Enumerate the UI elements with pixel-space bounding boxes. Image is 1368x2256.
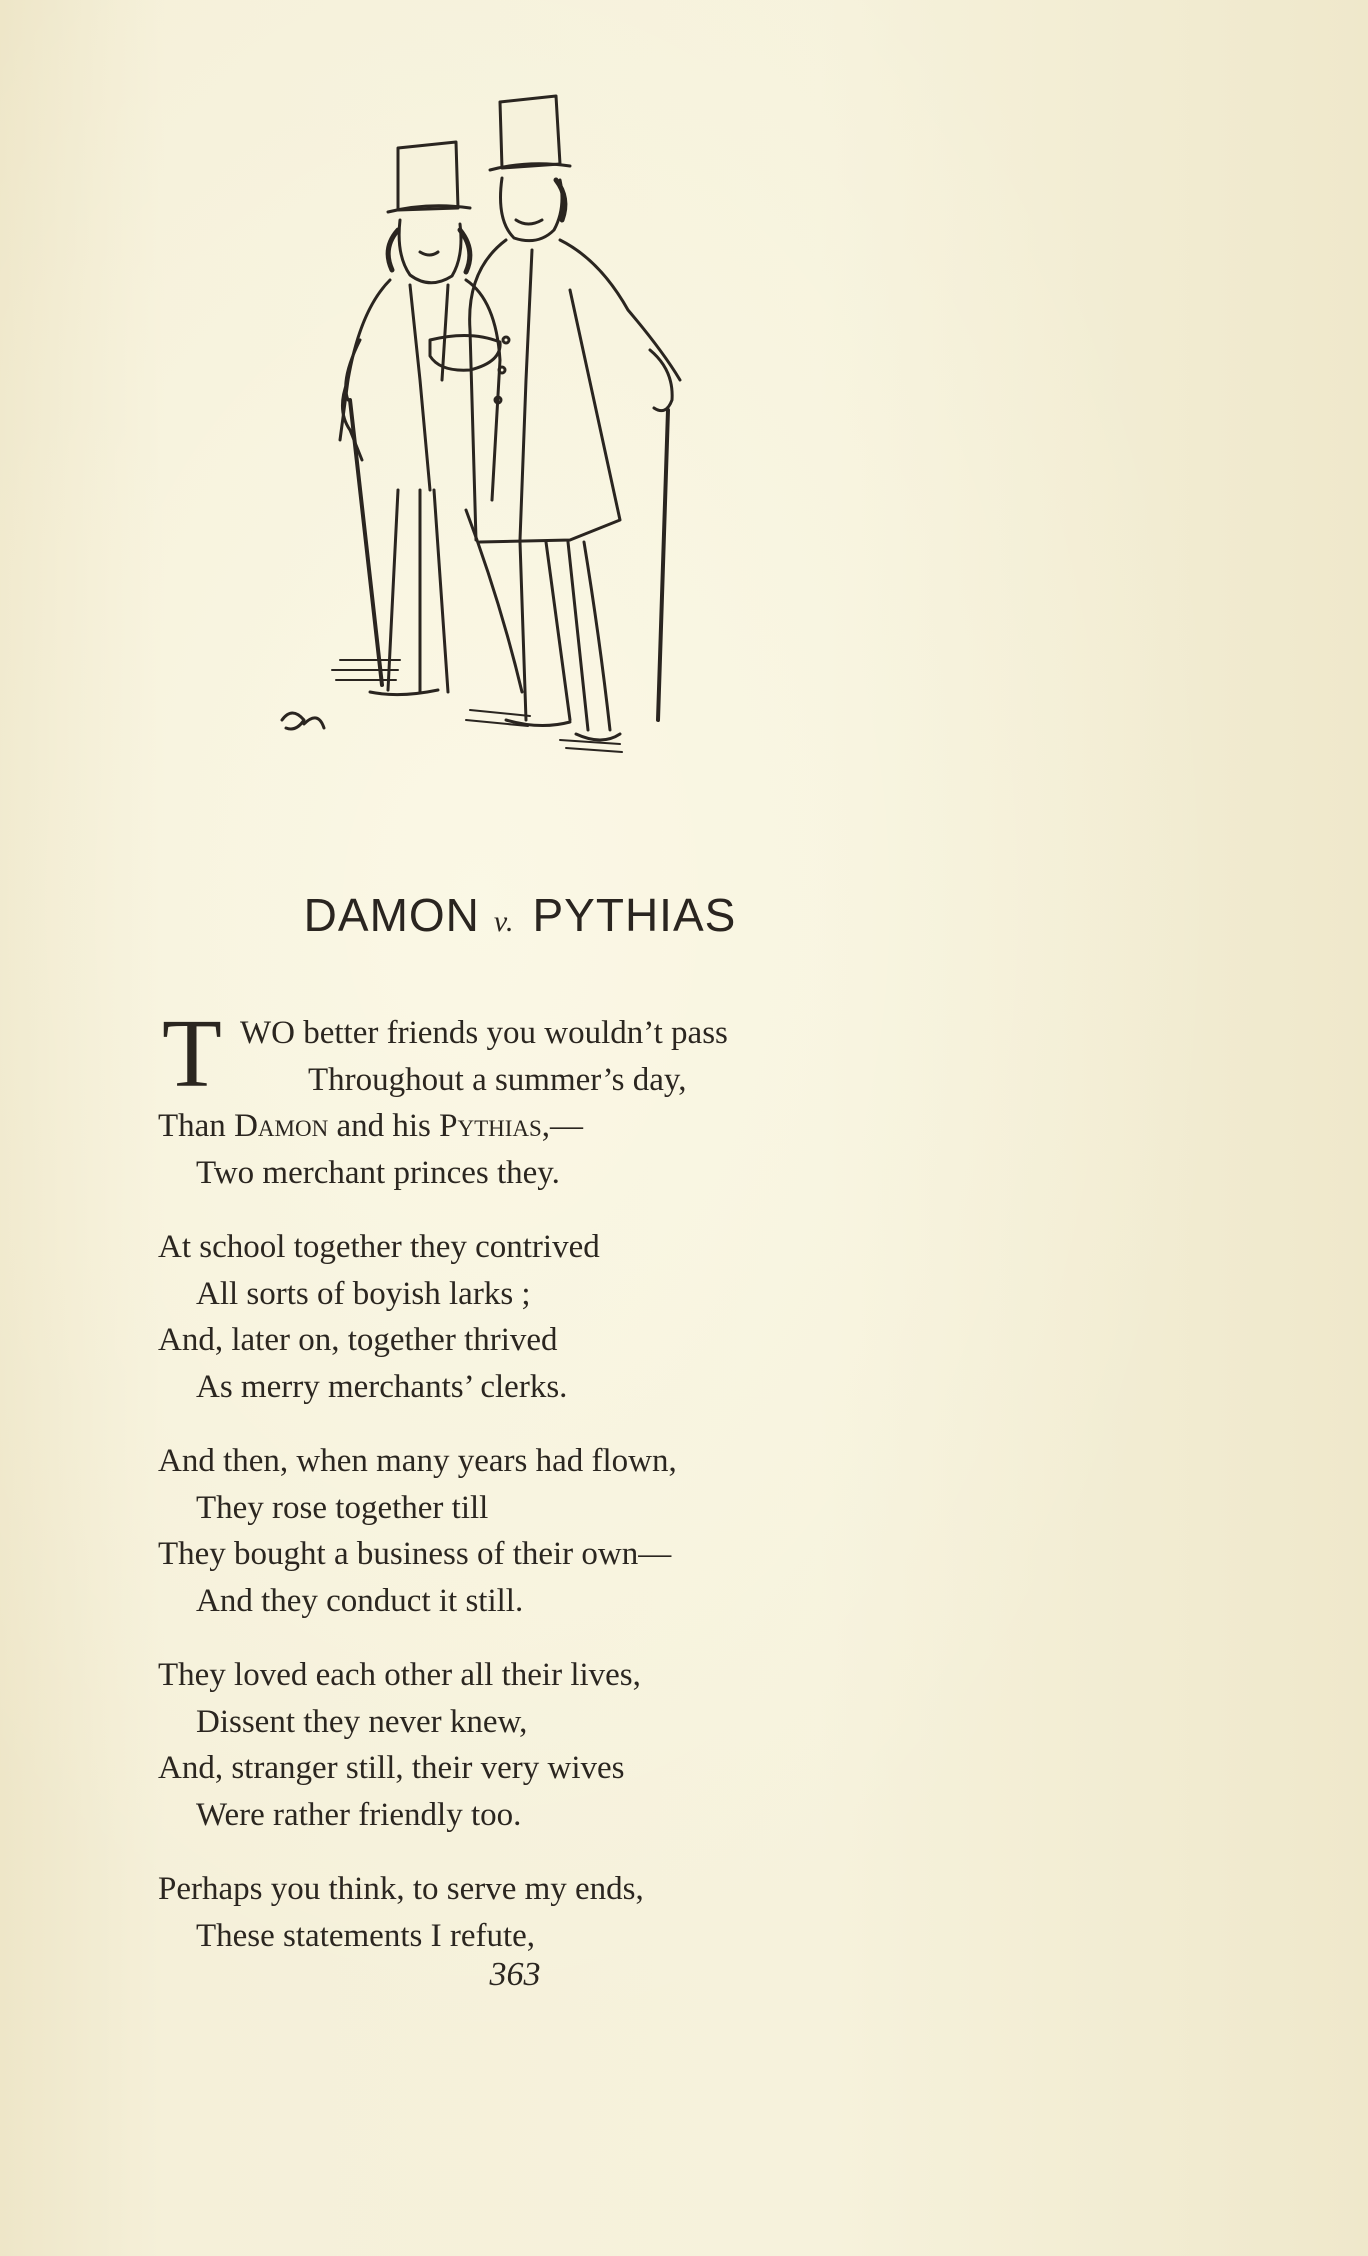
poem-line: Dissent they never knew, (196, 1703, 528, 1740)
poem-line: And then, when many years had flown, (158, 1443, 677, 1479)
poem-body (158, 1000, 1158, 1987)
line-text: and his (328, 1108, 440, 1144)
poem-line: They bought a business of their own— (158, 1536, 672, 1572)
line-text: ,— (541, 1108, 584, 1144)
poem-line: They loved each other all their lives, (158, 1657, 641, 1693)
poem-line (158, 1103, 1158, 1150)
poem-title (0, 888, 1040, 942)
poem-line: They rose together till (196, 1489, 489, 1526)
name-pythias: Pythias (439, 1108, 542, 1144)
stanza-5 (158, 1866, 1158, 1959)
stanza-2 (158, 1224, 1158, 1410)
line-text: Than (158, 1108, 235, 1144)
stanza-1 (158, 1000, 1158, 1196)
drop-cap: T (162, 1000, 222, 1108)
line-text: WO better friends you wouldn’t pass (240, 1015, 728, 1051)
poem-line: And, stranger still, their very wives (158, 1750, 625, 1786)
title-pythias: PYTHIAS (532, 889, 737, 941)
poem-line: At school together they contrived (158, 1229, 600, 1265)
poem-line: And they conduct it still. (196, 1582, 524, 1619)
name-damon: Damon (234, 1108, 329, 1144)
stanza-3 (158, 1438, 1158, 1624)
poem-line: As merry merchants’ clerks. (196, 1368, 568, 1405)
poem-line: Two merchant princes they. (196, 1154, 560, 1191)
illustration-two-gentlemen (270, 80, 750, 770)
poem-line: All sorts of boyish larks ; (196, 1275, 531, 1312)
poem-line: Perhaps you think, to serve my ends, (158, 1871, 644, 1907)
gentlemen-drawing (270, 80, 750, 770)
page-number: 363 (489, 1956, 541, 1993)
poem-line: Were rather friendly too. (196, 1796, 522, 1833)
stanza-4 (158, 1652, 1158, 1838)
title-damon: DAMON (303, 889, 480, 941)
poem-line: And, later on, together thrived (158, 1322, 558, 1358)
poem-line: These statements I refute, (196, 1917, 536, 1954)
poem-line: Throughout a summer’s day, (308, 1061, 687, 1098)
title-versus: v. (493, 905, 515, 938)
